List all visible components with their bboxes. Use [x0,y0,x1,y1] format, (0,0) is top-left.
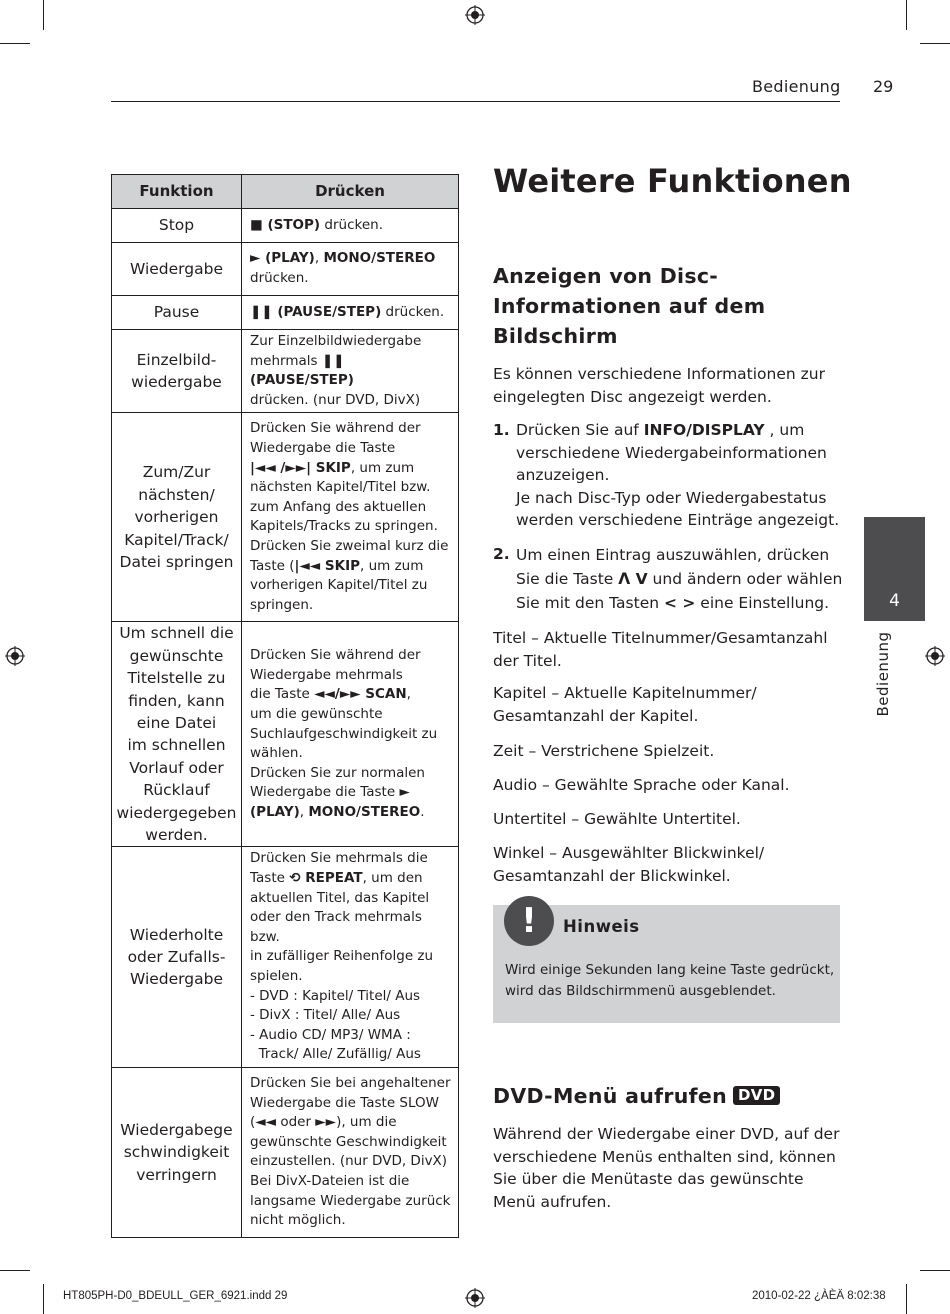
step-number: 2. [493,544,510,563]
crop-mark [906,0,907,30]
definition-term: Kapitel – [493,684,565,702]
press-cell: ► (PLAY), MONO/STEREO drücken. [242,243,459,296]
crop-mark [906,1284,907,1314]
dvd-badge: DVD [733,1086,780,1105]
section-heading [493,1081,780,1111]
table-row [112,330,459,413]
definition-term: Untertitel – [493,810,585,828]
page-number: 29 [873,77,894,96]
function-cell: Pause [112,296,242,330]
definition-desc: Ausgewählter Blickwinkel/ Gesamtanzahl der Blickwinkel. [493,844,765,885]
footer-file: HT805PH-D0_BDEULL_GER_6921.indd 29 [63,1290,288,1302]
press-cell: Drücken Sie mehrmals die Taste ⟲ REPEAT, um den aktuellen Titel, das Kapitel oder den Track mehrmals bzw. in zufälliger Reihenfolge zu spielen. - DVD : Kapitel/ Titel/ Aus - DivX : Titel/ Alle/ Aus - Audio CD/ MP3/ WMA : Track/ Alle/ Zufällig/ Aus [242,847,459,1068]
footer-date: 2010-02-22 ¿ÀÈÄ 8:02:38 [752,1290,886,1302]
note-title: Hinweis [563,917,640,936]
column-header-function: Funktion [112,175,242,209]
registration-mark-icon [465,5,485,25]
definition-item [493,808,845,831]
function-cell: Einzelbild- wiedergabe [112,330,242,413]
chapter-label [868,630,898,730]
registration-mark-icon [465,1288,485,1308]
column-header-press: Drücken [242,175,459,209]
function-cell: Wiedergabe [112,243,242,296]
heading-line: Bildschirm [493,324,618,348]
definition-item [493,682,845,727]
table-row [112,1067,459,1237]
press-cell: Drücken Sie während der Wiedergabe mehrmals die Taste ◄◄/►► SCAN, um die gewünschte Suchlaufgeschwindigkeit zu wählen. Drücken Sie zur normalen Wiedergabe die Taste ► (PLAY), MONO/STEREO. [242,622,459,847]
section2-paragraph: Während der Wiedergabe einer DVD, auf der verschiedene Menüs enthalten sind, können Sie über die Menütaste das gewünschte Menü aufrufen. [493,1125,840,1211]
table-row [112,243,459,296]
definition-desc: Gewählte Untertitel. [584,810,741,828]
definition-desc: Verstrichene Spielzeit. [541,742,715,760]
function-cell: Wiederholte oder Zufalls- Wiedergabe [112,847,242,1068]
table-row [112,413,459,622]
crop-mark [920,43,950,44]
press-cell: ❚❚ (PAUSE/STEP) drücken. [242,296,459,330]
crop-mark [920,1270,950,1271]
crop-mark [0,43,30,44]
running-header-section: Bedienung [752,77,841,96]
list-item [493,543,843,615]
definition-term: Titel – [493,629,544,647]
definition-item [493,740,845,763]
exclamation-icon: ! [504,896,554,946]
crop-mark [0,1270,30,1271]
table-row [112,847,459,1068]
definition-item [493,627,845,672]
press-cell: Zur Einzelbildwiedergabe mehrmals ❚❚ (PAUSE/STEP) drücken. (nur DVD, DivX) [242,330,459,413]
list-item [493,419,843,532]
section-heading [493,261,765,351]
definition-term: Zeit – [493,742,542,760]
step-text: Um einen Eintrag auszuwählen, drücken Sie die Taste Λ V und ändern oder wählen Sie mit den Tasten < > eine Einstellung. [516,545,843,612]
crop-mark [43,1284,44,1314]
crop-mark [43,0,44,30]
function-cell: Zum/Zur nächsten/ vorherigen Kapitel/Track/ Datei springen [112,413,242,622]
chapter-tab [864,517,925,621]
function-cell: Um schnell die gewünschte Titelstelle zu finden, kann eine Datei im schnellen Vorlauf oder Rücklauf wiedergegeben werden. [112,622,242,847]
definition-item [493,774,845,797]
definition-desc: Gewählte Sprache oder Kanal. [554,776,790,794]
definition-desc: Aktuelle Kapitelnummer/ Gesamtanzahl der Kapitel. [493,684,757,725]
table-row [112,209,459,243]
table-row [112,296,459,330]
step-text: Drücken Sie auf INFO/DISPLAY , um verschiedene Wiedergabeinformationen anzuzeigen. Je nach Disc-Typ oder Wiedergabestatus werden verschiedene Einträge angezeigt. [516,421,840,529]
heading-line: Informationen auf dem [493,294,766,318]
registration-mark-icon [925,646,945,666]
registration-mark-icon [5,646,25,666]
function-cell: Stop [112,209,242,243]
step-number: 1. [493,421,510,439]
definition-term: Audio – [493,776,555,794]
press-cell: ■ (STOP) drücken. [242,209,459,243]
function-table [111,174,459,1238]
page-title: Weitere Funktionen [493,162,852,200]
header-rule [111,101,840,102]
intro-paragraph: Es können verschiedene Informationen zur eingelegten Disc angezeigt werden. [493,365,825,406]
definition-item [493,842,845,887]
heading-text: DVD-Menü aufrufen [493,1084,727,1108]
chapter-label-text: Bedienung [874,631,892,717]
chapter-number: 4 [889,591,900,611]
note-text: Wird einige Sekunden lang keine Taste gedrückt, wird das Bildschirmmenü ausgeblendet. [505,962,835,999]
function-cell: Wiedergabege schwindigkeit verringern [112,1067,242,1237]
heading-line: Anzeigen von Disc- [493,264,719,288]
step-list [493,419,843,615]
table-row [112,622,459,847]
press-cell: Drücken Sie bei angehaltener Wiedergabe die Taste SLOW (◄◄ oder ►►), um die gewünschte Geschwindigkeit einzustellen. (nur DVD, DivX) Bei DivX-Dateien ist die langsame Wiedergabe zurück nicht möglich. [242,1067,459,1237]
note-box [493,901,840,1023]
table-body [112,209,459,1238]
definition-term: Winkel – [493,844,562,862]
press-cell: Drücken Sie während der Wiedergabe die Taste |◄◄ /►►| SKIP, um zum nächsten Kapitel/Titel bzw. zum Anfang des aktuellen Kapitels/Tracks zu springen. Drücken Sie zweimal kurz die Taste (|◄◄ SKIP, um zum vorherigen Kapitel/Titel zu springen. [242,413,459,622]
definition-desc: Aktuelle Titelnummer/Gesamtanzahl der Titel. [493,629,828,670]
